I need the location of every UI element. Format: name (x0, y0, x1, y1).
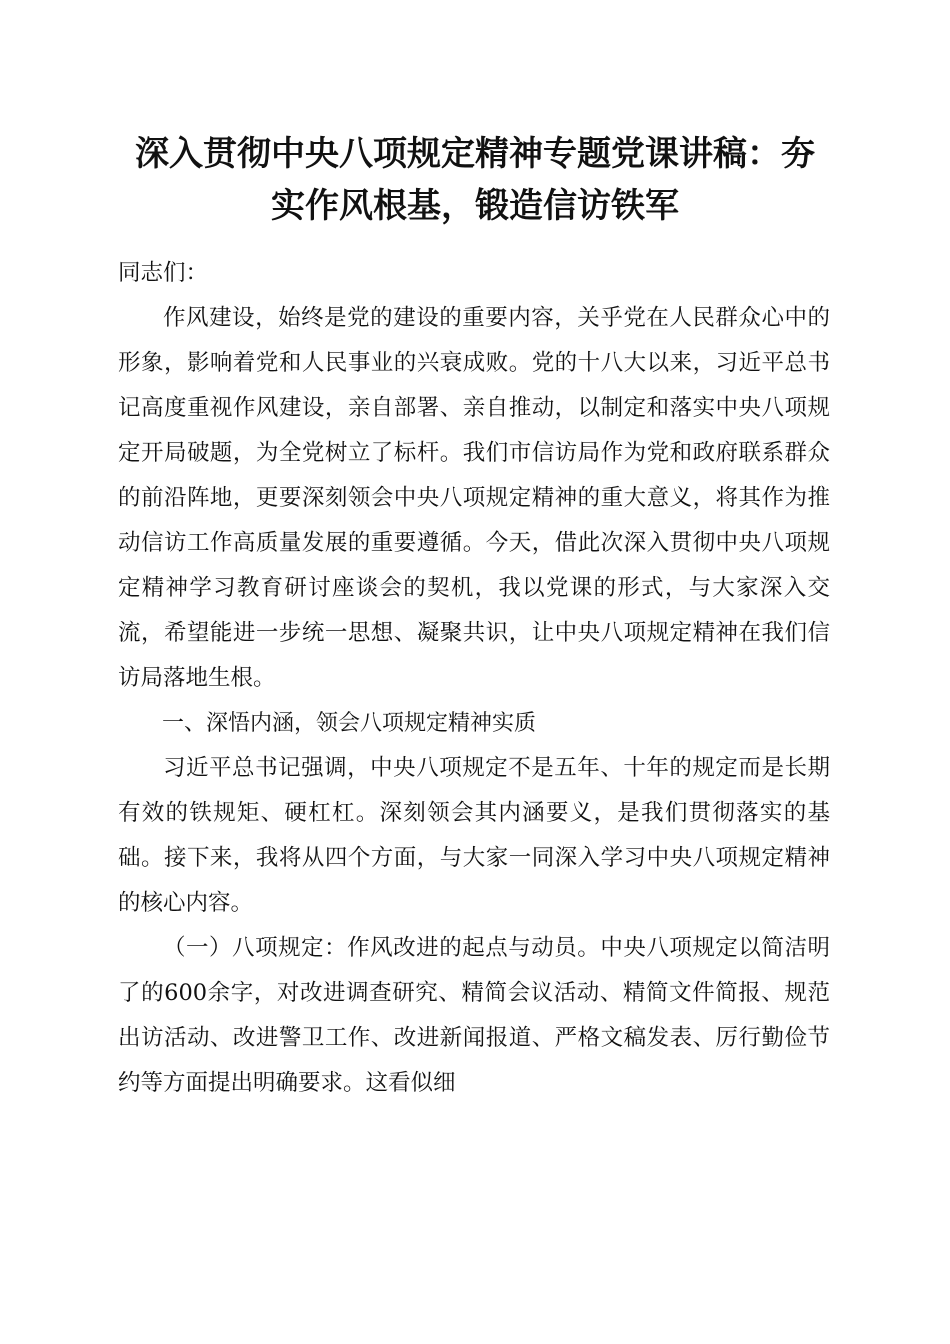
document-body (118, 251, 830, 1106)
subsection-1-text: 中央八项规定以简洁明了的600余字，对改进调查研究、精简会议活动、精简文件简报、规范出访活动、改进警卫工作、改进新闻报道、严格文稿发表、厉行勤俭节约等方面提出明确要求。这看似细 (118, 935, 830, 1096)
subsection-1-heading: （一）八项规定：作风改进的起点与动员。 (163, 935, 601, 961)
section-1-paragraph: 习近平总书记强调，中央八项规定不是五年、十年的规定而是长期有效的铁规矩、硬杠杠。深刻领会其内涵要义，是我们贯彻落实的基础。接下来，我将从四个方面，与大家一同深入学习中央八项规定精神的核心内容。 (118, 755, 830, 916)
section-1-heading: 一、深悟内涵，领会八项规定精神实质 (162, 711, 537, 736)
intro-paragraph: 作风建设，始终是党的建设的重要内容，关乎党在人民群众心中的形象，影响着党和人民事业的兴衰成败。党的十八大以来，习近平总书记高度重视作风建设，亲自部署、亲自推动，以制定和落实中央八项规定开局破题，为全党树立了标杆。我们市信访局作为党和政府联系群众的前沿阵地，更要深刻领会中央八项规定精神的重大意义，将其作为推动信访工作高质量发展的重要遵循。今天，借此次深入贯彻中央八项规定精神学习教育研讨座谈会的契机，我以党课的形式，与大家深入交流，希望能进一步统一思想、凝聚共识，让中央八项规定精神在我们信访局落地生根。 (118, 305, 830, 691)
title-line-1: 深入贯彻中央八项规定精神专题党课讲稿：夯 (135, 134, 815, 174)
title-line-2: 实作风根基，锻造信访铁军 (271, 186, 679, 226)
salutation: 同志们： (118, 260, 209, 286)
subsection-1-paragraph (118, 926, 830, 1106)
document-title (100, 128, 850, 232)
